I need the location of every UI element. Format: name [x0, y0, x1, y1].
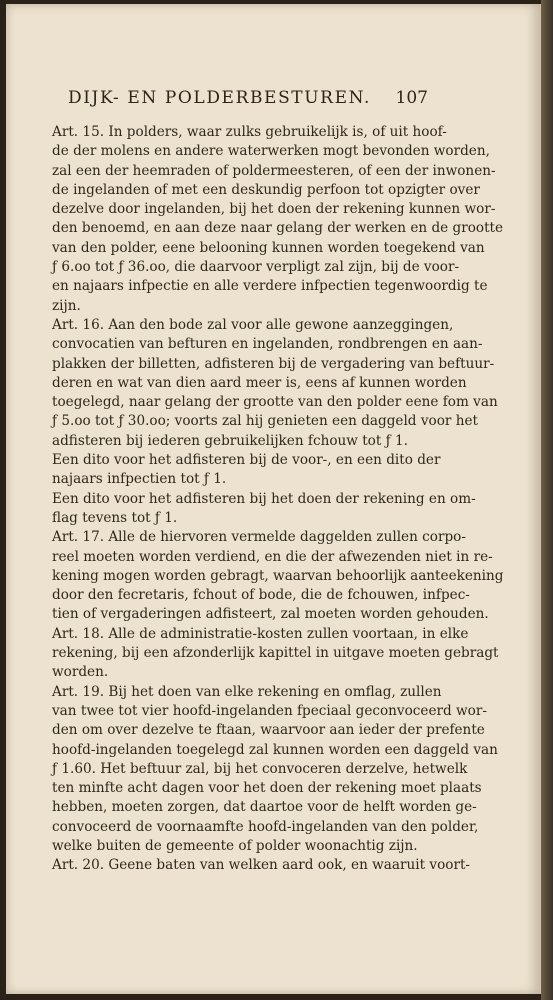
text-line: Art. 20. Geene baten van welken aard ook, en waaruit voort-	[52, 857, 470, 874]
text-line: door den fecretaris, fchout of bode, die de fchouwen, infpec-	[52, 587, 470, 604]
text-line: Art. 19. Bij het doen van elke rekening en omflag, zullen	[52, 683, 442, 700]
text-line: najaars infpectien tot ƒ 1.	[52, 471, 227, 488]
text-line: flag tevens tot ƒ 1.	[52, 509, 178, 526]
text-line: convoceerd de voornaamfte hoofd-ingelanden van den polder,	[52, 818, 479, 835]
text-line: den om over dezelve te ftaan, waarvoor aan ieder der prefente	[52, 722, 485, 739]
text-line: Art. 15. In polders, waar zulks gebruikelijk is, of uit hoof-	[52, 124, 447, 140]
text-line: ƒ 6.oo tot ƒ 36.oo, die daarvoor verpligt zal zijn, bij de voor-	[52, 259, 460, 276]
text-line: rekening, bij een afzonderlijk kapittel in uitgave moeten gebragt	[52, 645, 499, 662]
text-line: worden.	[52, 664, 109, 681]
text-line: hebben, moeten zorgen, dat daartoe voor de helft worden ge-	[52, 799, 477, 816]
text-line: ƒ 5.oo tot ƒ 30.oo; voorts zal hij genieten een daggeld voor het	[52, 413, 478, 430]
text-line: plakken der billetten, adfisteren bij de vergadering van beftuur-	[52, 355, 495, 372]
text-line: Art. 16. Aan den bode zal voor alle gewone aanzeggingen,	[52, 316, 454, 333]
page-header	[68, 88, 428, 112]
text-line: hoofd-ingelanden toegelegd zal kunnen worden een daggeld van	[52, 741, 498, 758]
text-line: en najaars infpectie en alle verdere infpectien tegenwoordig te	[52, 278, 488, 295]
text-line: zijn.	[52, 297, 81, 314]
text-line: Een dito voor het adfisteren bij de voor-, en een dito der	[52, 452, 441, 469]
body-text	[52, 123, 504, 876]
page-number: 107	[395, 88, 428, 108]
text-line: de der molens en andere waterwerken mogt bevonden worden,	[52, 143, 490, 160]
text-line: dezelve door ingelanden, bij het doen der rekening kunnen wor-	[52, 201, 496, 218]
text-line: welke buiten de gemeente of polder woonachtig zijn.	[52, 837, 418, 854]
text-line: den benoemd, en aan deze naar gelang der werken en de grootte	[52, 220, 504, 237]
book-page	[6, 4, 543, 994]
text-line: Art. 17. Alle de hiervoren vermelde daggelden zullen corpo-	[52, 529, 466, 546]
text-line: van den polder, eene belooning kunnen worden toegekend van	[52, 239, 485, 256]
text-line: deren en wat van dien aard meer is, eens af kunnen worden	[52, 374, 467, 391]
text-line: reel moeten worden verdiend, en die der afwezenden niet in re-	[52, 548, 493, 565]
page-edge	[541, 0, 553, 1000]
text-line: convocatien van befturen en ingelanden, rondbrengen en aan-	[52, 336, 483, 353]
text-line: tien of vergaderingen adfisteert, zal moeten worden gehouden.	[52, 606, 489, 623]
text-line: zal een der heemraden of poldermeesteren, of een der inwonen-	[52, 162, 496, 179]
text-line: de ingelanden of met een deskundig perfoon tot opzigter over	[52, 181, 480, 198]
text-line: kening mogen worden gebragt, waarvan behoorlijk aanteekening	[52, 567, 504, 584]
text-line: ten minfte acht dagen voor het doen der rekening moet plaats	[52, 780, 482, 797]
running-title: DIJK- EN POLDERBESTUREN.	[68, 88, 371, 108]
text-line: ƒ 1.60. Het beftuur zal, bij het convoceren derzelve, hetwelk	[52, 760, 468, 777]
text-line: Art. 18. Alle de administratie-kosten zullen voortaan, in elke	[52, 625, 469, 642]
text-line: van twee tot vier hoofd-ingelanden fpeciaal geconvoceerd wor-	[52, 702, 487, 719]
text-line: toegelegd, naar gelang der grootte van den polder eene fom van	[52, 394, 498, 411]
text-line: Een dito voor het adfisteren bij het doen der rekening en om-	[52, 490, 476, 507]
text-line: adfisteren bij iederen gebruikelijken fchouw tot ƒ 1.	[52, 432, 408, 449]
